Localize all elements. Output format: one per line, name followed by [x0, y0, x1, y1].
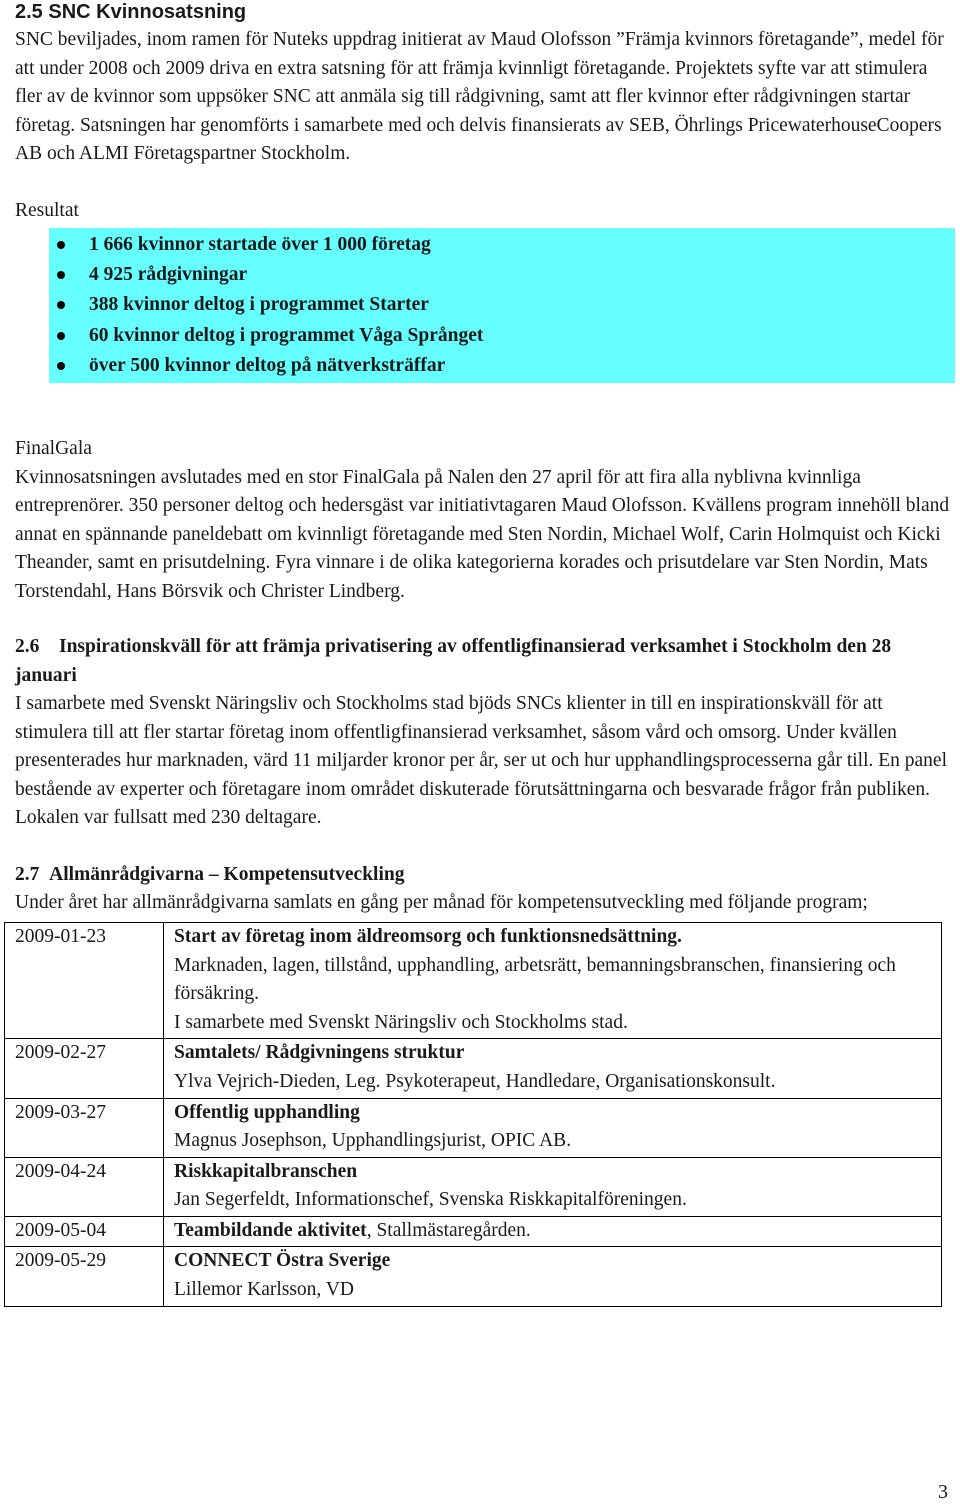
result-text: 60 kvinnor deltog i programmet Våga Språnget — [89, 324, 484, 346]
program-description — [164, 1247, 942, 1306]
result-item — [49, 230, 955, 260]
section-title: Inspirationskväll för att främja privatisering av offentligfinansierad verksamhet i Stockholm den 28 januari — [15, 636, 892, 686]
results-highlight-box — [49, 228, 955, 384]
program-detail-line: Jan Segerfeldt, Informationschef, Svenska Riskkapitalföreningen. — [174, 1189, 687, 1211]
section-heading-2-7 — [15, 861, 955, 890]
bullet-icon — [57, 301, 65, 309]
program-date: 2009-02-27 — [5, 1039, 164, 1098]
program-date: 2009-01-23 — [5, 922, 164, 1038]
program-title-line — [174, 1039, 931, 1068]
bullet-icon — [57, 362, 65, 370]
document-page — [15, 0, 955, 1307]
program-title-line — [174, 1099, 931, 1128]
program-description — [164, 1216, 942, 1247]
program-row — [5, 1039, 942, 1098]
result-item — [49, 290, 955, 320]
program-table — [4, 922, 942, 1307]
program-detail-line: Ylva Vejrich-Dieden, Leg. Psykoterapeut, Handledare, Organisationskonsult. — [174, 1070, 776, 1092]
section-title: Allmänrådgivarna – Kompetensutveckling — [49, 863, 405, 885]
program-title-line — [174, 1158, 931, 1187]
result-text: 388 kvinnor deltog i programmet Starter — [89, 294, 429, 316]
bullet-icon — [57, 271, 65, 279]
result-text: 1 666 kvinnor startade över 1 000 företag — [89, 233, 431, 255]
program-detail-line: Magnus Josephson, Upphandlingsjurist, OPIC AB. — [174, 1130, 572, 1152]
program-date: 2009-03-27 — [5, 1098, 164, 1157]
bullet-icon — [57, 332, 65, 340]
program-detail-line: Marknaden, lagen, tillstånd, upphandling, arbetsrätt, bemanningsbranschen, finansiering och försäkring. — [174, 954, 896, 1005]
program-description — [164, 1039, 942, 1098]
page-number: 3 — [938, 1481, 948, 1503]
program-title-line — [174, 1247, 931, 1276]
result-text: över 500 kvinnor deltog på nätverksträffar — [89, 355, 446, 377]
program-title: CONNECT Östra Sverige — [174, 1250, 391, 1272]
bullet-icon — [57, 241, 65, 249]
section-number: 2.6 — [15, 636, 40, 658]
program-date: 2009-05-04 — [5, 1216, 164, 1247]
program-row — [5, 1247, 942, 1306]
program-title: Riskkapitalbranschen — [174, 1160, 358, 1182]
program-date: 2009-05-29 — [5, 1247, 164, 1306]
finalgala-body: Kvinnosatsningen avslutades med en stor FinalGala på Nalen den 27 april för att fira alla nyblivna kvinnliga entreprenörer. 350 personer deltog och hedersgäst var initiativtagaren Maud Olofsson. Kvällens program innehöll bland annat en spännande paneldebatt om kvinnligt företagande med Sten Nordin, Michael Wolf, Carin Holmquist och Kicki Theander, samt en prisutdelning. Fyra vinnare i de olika kategorierna korades och prisutdelare var Sten Nordin, Mats Torstendahl, Hans Börsvik och Christer Lindberg. — [15, 466, 950, 602]
section-2-6-body: I samarbete med Svenskt Näringsliv och Stockholms stad bjöds SNCs klienter in till en inspirationskväll för att stimulera till att fler startar företag inom offentligfinansierad verksamhet, såsom vård och omsorg. Under kvällen presenterades hur marknaden, värd 11 miljarder kronor per år, ser ut och hur upphandlingsprocesserna går till. En panel bestående av experter och företagare inom området diskuterade förutsättningarna och besvarade frågor från publiken. Lokalen var fullsatt med 230 deltagare. — [15, 693, 948, 829]
program-title: Samtalets/ Rådgivningens struktur — [174, 1042, 465, 1064]
program-description — [164, 922, 942, 1038]
program-title-line — [174, 923, 931, 952]
program-row — [5, 1216, 942, 1247]
program-row — [5, 922, 942, 1038]
program-row — [5, 1157, 942, 1216]
finalgala-heading: FinalGala — [15, 438, 92, 460]
section-heading-2-6 — [15, 633, 955, 690]
program-title-suffix: , Stallmästaregården. — [366, 1219, 531, 1241]
program-detail-line: I samarbete med Svenskt Näringsliv och Stockholms stad. — [174, 1011, 628, 1033]
program-description — [164, 1157, 942, 1216]
section-heading-2-5: 2.5 SNC Kvinnosatsning — [15, 1, 247, 23]
program-date: 2009-04-24 — [5, 1157, 164, 1216]
result-text: 4 925 rådgivningar — [89, 263, 248, 285]
program-title: Start av företag inom äldreomsorg och funktionsnedsättning. — [174, 925, 682, 947]
program-title: Teambildande aktivitet — [174, 1219, 367, 1241]
results-heading: Resultat — [15, 199, 79, 221]
result-item — [49, 321, 955, 351]
program-description — [164, 1098, 942, 1157]
program-title: Offentlig upphandling — [174, 1101, 360, 1123]
section-number: 2.7 — [15, 863, 40, 885]
section-2-5-body: SNC beviljades, inom ramen för Nuteks uppdrag initierat av Maud Olofsson ”Främja kvinnors företagande”, medel för att under 2008 och 2009 driva en extra satsning för att främja kvinnligt företagande. Projektets syfte var att stimulera fler av de kvinnor som uppsöker SNC att anmäla sig till rådgivning, samt att fler kvinnor efter rådgivningen startar företag. Satsningen har genomförts i samarbete med och delvis finansierats av SEB, Öhrlings PricewaterhouseCoopers AB och ALMI Företagspartner Stockholm. — [15, 29, 944, 164]
program-detail-line: Lillemor Karlsson, VD — [174, 1279, 354, 1301]
section-2-7-intro: Under året har allmänrådgivarna samlats en gång per månad för kompetensutveckling med följande program; — [15, 892, 868, 914]
program-title-line — [174, 1217, 931, 1246]
program-row — [5, 1098, 942, 1157]
result-item — [49, 351, 955, 381]
result-item — [49, 260, 955, 290]
